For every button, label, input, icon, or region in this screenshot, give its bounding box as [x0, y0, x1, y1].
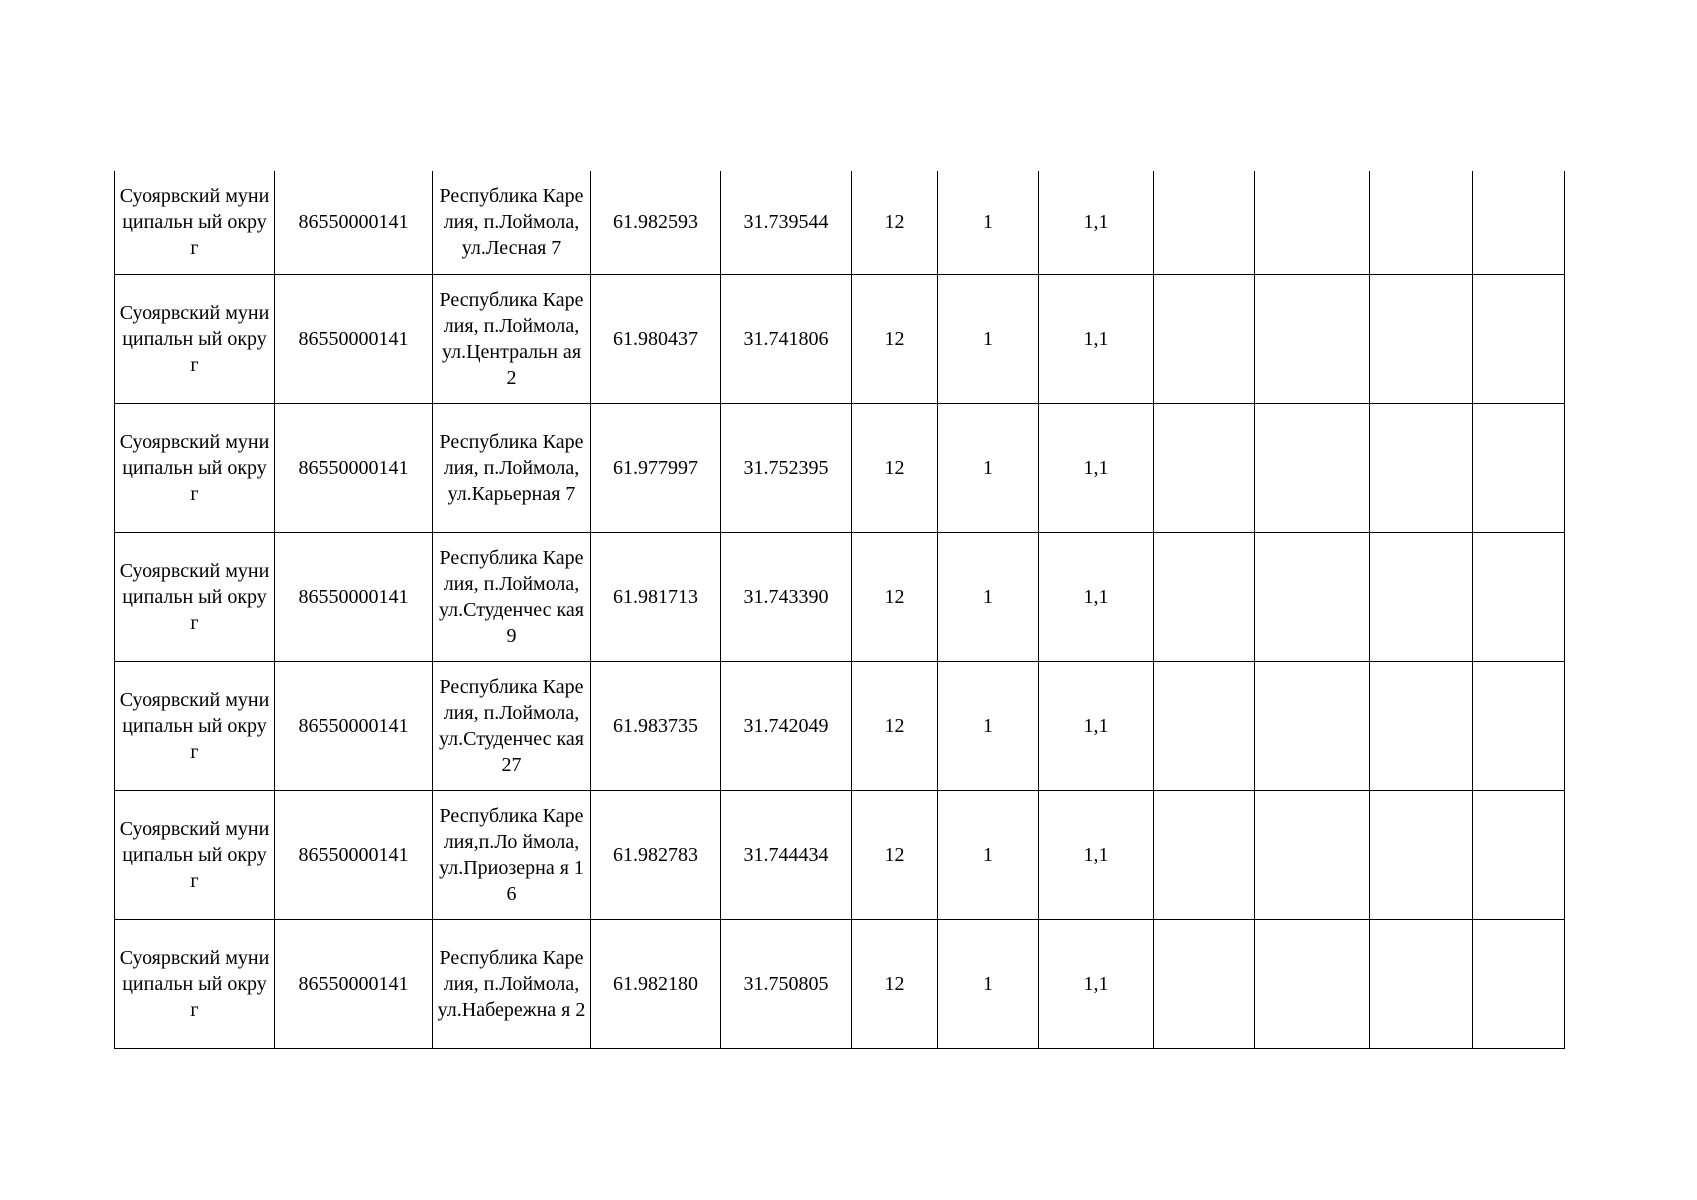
latitude-cell: 61.982593	[591, 171, 721, 274]
value-cell-8: 1,1	[1039, 661, 1154, 790]
empty-cell-12	[1473, 919, 1565, 1048]
district-cell: Суоярвский муниципальн ый округ	[115, 661, 275, 790]
oktmo-cell: 86550000141	[275, 790, 433, 919]
address-cell: Республика Карелия, п.Лоймола, ул.Студенчес кая 9	[433, 532, 591, 661]
table-row	[115, 919, 1565, 1048]
value-cell-6: 12	[852, 171, 938, 274]
empty-cell-10	[1255, 790, 1370, 919]
empty-cell-10	[1255, 532, 1370, 661]
latitude-cell: 61.981713	[591, 532, 721, 661]
address-cell: Республика Карелия, п.Лоймола, ул.Набережна я 2	[433, 919, 591, 1048]
empty-cell-11	[1370, 532, 1473, 661]
address-cell: Республика Карелия, п.Лоймола, ул.Лесная 7	[433, 171, 591, 274]
longitude-cell: 31.752395	[721, 403, 852, 532]
longitude-cell: 31.741806	[721, 274, 852, 403]
value-cell-7: 1	[938, 274, 1039, 403]
table-row	[115, 532, 1565, 661]
value-cell-7: 1	[938, 919, 1039, 1048]
table-row	[115, 790, 1565, 919]
address-cell: Республика Карелия,п.Ло ймола, ул.Приозерна я 16	[433, 790, 591, 919]
oktmo-cell: 86550000141	[275, 171, 433, 274]
value-cell-7: 1	[938, 790, 1039, 919]
value-cell-7: 1	[938, 532, 1039, 661]
empty-cell-9	[1154, 403, 1255, 532]
oktmo-cell: 86550000141	[275, 274, 433, 403]
empty-cell-9	[1154, 171, 1255, 274]
value-cell-7: 1	[938, 171, 1039, 274]
empty-cell-12	[1473, 403, 1565, 532]
empty-cell-10	[1255, 403, 1370, 532]
value-cell-6: 12	[852, 532, 938, 661]
table-row	[115, 661, 1565, 790]
address-cell: Республика Карелия, п.Лоймола, ул.Студенчес кая 27	[433, 661, 591, 790]
value-cell-6: 12	[852, 403, 938, 532]
empty-cell-12	[1473, 790, 1565, 919]
value-cell-7: 1	[938, 403, 1039, 532]
empty-cell-12	[1473, 532, 1565, 661]
address-cell: Республика Карелия, п.Лоймола, ул.Центральн ая 2	[433, 274, 591, 403]
value-cell-6: 12	[852, 274, 938, 403]
oktmo-cell: 86550000141	[275, 919, 433, 1048]
value-cell-6: 12	[852, 790, 938, 919]
empty-cell-11	[1370, 919, 1473, 1048]
empty-cell-12	[1473, 171, 1565, 274]
value-cell-8: 1,1	[1039, 919, 1154, 1048]
empty-cell-12	[1473, 661, 1565, 790]
empty-cell-9	[1154, 274, 1255, 403]
value-cell-6: 12	[852, 919, 938, 1048]
value-cell-8: 1,1	[1039, 171, 1154, 274]
empty-cell-10	[1255, 919, 1370, 1048]
district-cell: Суоярвский муниципальн ый округ	[115, 919, 275, 1048]
empty-cell-9	[1154, 532, 1255, 661]
table-row	[115, 171, 1565, 274]
empty-cell-10	[1255, 171, 1370, 274]
empty-cell-9	[1154, 661, 1255, 790]
value-cell-8: 1,1	[1039, 790, 1154, 919]
empty-cell-11	[1370, 171, 1473, 274]
value-cell-6: 12	[852, 661, 938, 790]
longitude-cell: 31.744434	[721, 790, 852, 919]
oktmo-cell: 86550000141	[275, 403, 433, 532]
longitude-cell: 31.739544	[721, 171, 852, 274]
district-cell: Суоярвский муниципальн ый округ	[115, 790, 275, 919]
empty-cell-11	[1370, 274, 1473, 403]
empty-cell-10	[1255, 661, 1370, 790]
value-cell-8: 1,1	[1039, 403, 1154, 532]
district-cell: Суоярвский муниципальн ый округ	[115, 171, 275, 274]
value-cell-8: 1,1	[1039, 532, 1154, 661]
table-row	[115, 403, 1565, 532]
empty-cell-9	[1154, 790, 1255, 919]
longitude-cell: 31.742049	[721, 661, 852, 790]
oktmo-cell: 86550000141	[275, 532, 433, 661]
latitude-cell: 61.982180	[591, 919, 721, 1048]
address-cell: Республика Карелия, п.Лоймола, ул.Карьерная 7	[433, 403, 591, 532]
registry-table	[114, 171, 1565, 1049]
longitude-cell: 31.743390	[721, 532, 852, 661]
district-cell: Суоярвский муниципальн ый округ	[115, 274, 275, 403]
value-cell-8: 1,1	[1039, 274, 1154, 403]
longitude-cell: 31.750805	[721, 919, 852, 1048]
district-cell: Суоярвский муниципальн ый округ	[115, 532, 275, 661]
latitude-cell: 61.977997	[591, 403, 721, 532]
oktmo-cell: 86550000141	[275, 661, 433, 790]
district-cell: Суоярвский муниципальн ый округ	[115, 403, 275, 532]
value-cell-7: 1	[938, 661, 1039, 790]
empty-cell-11	[1370, 403, 1473, 532]
latitude-cell: 61.980437	[591, 274, 721, 403]
empty-cell-12	[1473, 274, 1565, 403]
table-body	[115, 171, 1565, 1048]
empty-cell-11	[1370, 661, 1473, 790]
empty-cell-10	[1255, 274, 1370, 403]
empty-cell-11	[1370, 790, 1473, 919]
table-row	[115, 274, 1565, 403]
empty-cell-9	[1154, 919, 1255, 1048]
latitude-cell: 61.983735	[591, 661, 721, 790]
latitude-cell: 61.982783	[591, 790, 721, 919]
